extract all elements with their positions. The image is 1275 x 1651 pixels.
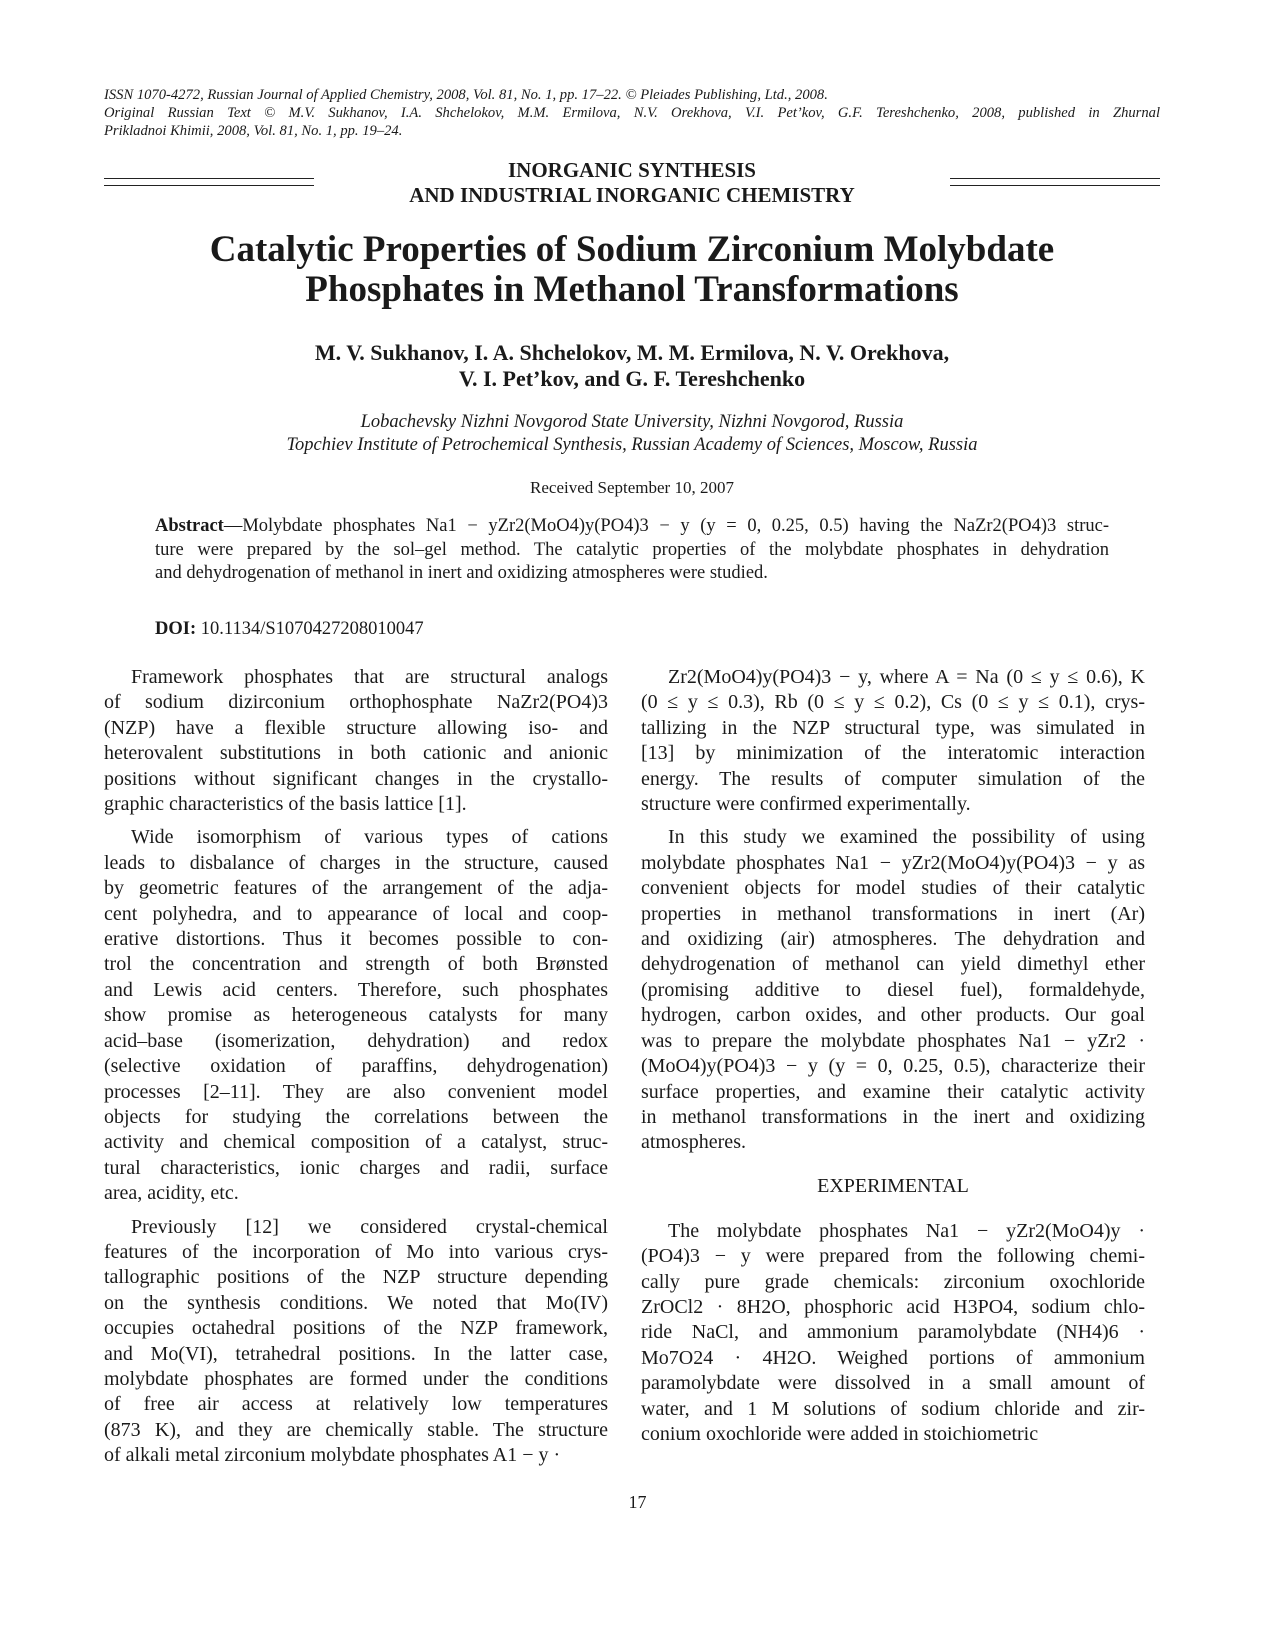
text-line: (0 ≤ y ≤ 0.3), Rb (0 ≤ y ≤ 0.2), Cs (0 ≤ y ≤ 0.1), crys- [641,691,1145,714]
text-line: by geometric features of the arrangement of the adja- [104,877,608,900]
text-line: area, acidity, etc. [104,1182,239,1205]
text-line: (PO4)3 − y were prepared from the following chemi- [641,1245,1145,1268]
text-line: Framework phosphates that are structural analogs [131,666,608,688]
paragraph [641,665,1145,817]
text-line: leads to disbalance of charges in the structure, caused [104,851,608,874]
text-line: In this study we examined the possibility of using [668,826,1145,849]
text-line: (selective oxidation of paraffins, dehydrogenation) [104,1055,608,1078]
text-line: The molybdate phosphates Na1 − yZr2(MoO4)y · [668,1219,1145,1242]
text-line: of sodium dizirconium orthophosphate NaZr2(PO4)3 [104,691,608,714]
text-line: Mo7O24 · 4H2O. Weighed portions of ammonium [641,1346,1145,1369]
doi-value: 10.1134/S1070427208010047 [200,619,424,639]
text-line: conium oxochloride were added in stoichiometric [641,1422,1039,1445]
text-line: Zr2(MoO4)y(PO4)3 − y, where A = Na (0 ≤ y ≤ 0.6), K [668,666,1145,688]
text-line: and Mo(VI), tetrahedral positions. In the latter case, [104,1342,608,1365]
text-line: paramolybdate were dissolved in a small amount of [641,1372,1145,1395]
page-number: 17 [628,1492,647,1512]
header-line-source: Prikladnoi Khimii, 2008, Vol. 81, No. 1, pp. 19–24. [104,123,403,139]
text-line: occupies octahedral positions of the NZP framework, [104,1317,608,1340]
text-line: heterovalent substitutions in both cationic and anionic [104,742,608,765]
paragraph [104,1215,608,1469]
text-line: erative distortions. Thus it becomes possible to con- [104,928,608,951]
text-line: was to prepare the molybdate phosphates Na1 − yZr2 · [641,1029,1145,1052]
text-line: properties in methanol transformations in inert (Ar) [641,902,1145,925]
author-list [104,340,1160,392]
affiliations [104,411,1160,457]
abstract-line3: and dehydrogenation of methanol in inert and oxidizing atmospheres were studied. [155,563,768,583]
text-line: objects for studying the correlations between the [104,1105,608,1128]
experimental-heading: EXPERIMENTAL [817,1174,969,1197]
text-line: dehydrogenation of methanol can yield dimethyl ether [641,953,1145,976]
affiliation-1: Lobachevsky Nizhni Novgorod State University, Nizhni Novgorod, Russia [360,412,904,432]
text-line: of free air access at relatively low temperatures [104,1393,608,1416]
text-line: atmospheres. [641,1131,746,1154]
text-line: (promising additive to diesel fuel), formaldehyde, [641,978,1145,1001]
doi-label: DOI: [155,619,197,639]
text-line: features of the incorporation of Mo into various crys- [104,1240,608,1263]
text-line: and oxidizing (air) atmospheres. The dehydration and [641,928,1145,951]
text-line: cally pure grade chemicals: zirconium oxochloride [641,1270,1145,1293]
text-line: Previously [12] we considered crystal-chemical [131,1215,608,1238]
text-line: (873 K), and they are chemically stable. The structure [104,1418,608,1441]
text-line: in methanol transformations in the inert and oxidizing [641,1105,1145,1128]
text-line: ride NaCl, and ammonium paramolybdate (NH4)6 · [641,1321,1145,1344]
affiliation-2: Topchiev Institute of Petrochemical Synthesis, Russian Academy of Sciences, Moscow, Russia [286,435,978,455]
abstract-label: Abstract [155,516,224,536]
title-line2: Phosphates in Methanol Transformations [305,269,959,310]
abstract-line1 [155,515,1109,539]
text-line: and Lewis acid centers. Therefore, such phosphates [104,978,608,1001]
text-line: water, and 1 M solutions of sodium chloride and zir- [641,1397,1145,1420]
left-column [104,665,608,1469]
text-line: convenient objects for model studies of their catalytic [641,877,1145,900]
text-line: show promise as heterogeneous catalysts for many [104,1004,608,1027]
title-line1: Catalytic Properties of Sodium Zirconium Molybdate [209,229,1055,270]
text-line: hydrogen, carbon oxides, and other products. Our goal [641,1004,1145,1027]
paragraph [104,825,608,1206]
text-line: tallographic positions of the NZP structure depending [104,1266,608,1289]
text-line: ZrOCl2 · 8H2O, phosphoric acid H3PO4, sodium chlo- [641,1295,1145,1318]
banner-rule-left [104,178,314,186]
text-line: cent polyhedra, and to appearance of local and coop- [104,902,608,925]
text-line: tural characteristics, ionic charges and radii, surface [104,1156,608,1179]
abstract [155,515,1109,586]
text-line: (NZP) have a flexible structure allowing iso- and [104,716,608,739]
text-line: tallizing in the NZP structural type, was simulated in [641,716,1145,739]
paragraph [641,1219,1145,1448]
article-title [104,230,1160,310]
right-column [641,665,1145,1447]
text-line: (MoO4)y(PO4)3 − y (y = 0, 0.25, 0.5), characterize their [641,1055,1145,1078]
text-line: surface properties, and examine their catalytic activity [641,1080,1145,1103]
text-line: energy. The results of computer simulation of the [641,767,1145,790]
authors-line2: V. I. Pet’kov, and G. F. Tereshchenko [458,366,806,391]
text-line: acid–base (isomerization, dehydration) and redox [104,1029,608,1052]
text-line: processes [2–11]. They are also convenient model [104,1080,608,1103]
text-line: [13] by minimization of the interatomic interaction [641,742,1145,765]
header-line-issn: ISSN 1070-4272, Russian Journal of Applied Chemistry, 2008, Vol. 81, No. 1, pp. 17–22. © Pleiades Publishing, Ltd., 2008. [104,87,828,103]
text-line: Wide isomorphism of various types of cations [131,826,608,849]
section-heading-line2: AND INDUSTRIAL INORGANIC CHEMISTRY [409,183,855,207]
text-line: molybdate phosphates are formed under the conditions [104,1367,608,1390]
banner-rule-right [950,178,1160,186]
abstract-line2: ture were prepared by the sol–gel method. The catalytic properties of the molybdate phosphates in dehydration [155,539,1109,560]
text-line: graphic characteristics of the basis lattice [1]. [104,793,467,816]
paragraph [641,825,1145,1155]
received-date: Received September 10, 2007 [530,478,734,497]
text-line: activity and chemical composition of a catalyst, struc- [104,1131,608,1154]
text-line: trol the concentration and strength of both Brønsted [104,953,608,976]
authors-line1: M. V. Sukhanov, I. A. Shchelokov, M. M. Ermilova, N. V. Orekhova, [314,340,950,365]
text-line: of alkali metal zirconium molybdate phosphates A1 − y · [104,1444,561,1467]
publication-header [104,86,1160,140]
section-heading [334,158,930,208]
text-line: on the synthesis conditions. We noted that Mo(IV) [104,1291,608,1314]
section-banner [104,158,1160,208]
section-heading-line1: INORGANIC SYNTHESIS [508,158,756,182]
text-line: positions without significant changes in the crystallo- [104,767,608,790]
text-line: molybdate phosphates Na1 − yZr2(MoO4)y(PO4)3 − y as [641,851,1145,874]
paragraph [104,665,608,817]
abstract-line1-text: —Molybdate phosphates Na1 − yZr2(MoO4)y(PO4)3 − y (y = 0, 0.25, 0.5) having the NaZr2(PO4)3 struc- [223,516,1109,536]
text-line: structure were confirmed experimentally. [641,793,971,816]
doi [155,618,424,640]
header-line-original: Original Russian Text © M.V. Sukhanov, I.A. Shchelokov, M.M. Ermilova, N.V. Orekhova, V.I. Pet’kov, G.F. Tereshchenko, 2008, published in Zhurnal [104,105,1160,121]
